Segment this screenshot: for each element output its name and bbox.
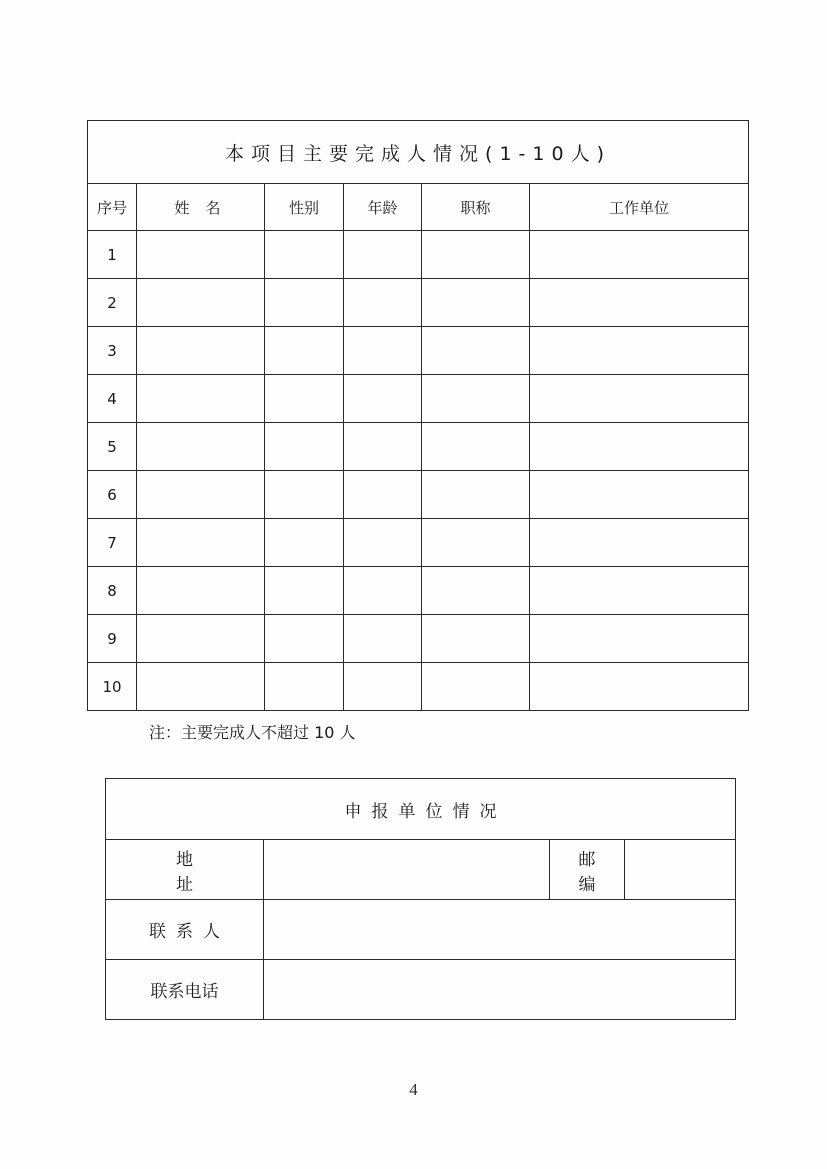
name-cell[interactable]	[137, 279, 265, 327]
work-unit-cell[interactable]	[530, 327, 749, 375]
table-row	[88, 423, 749, 471]
age-cell[interactable]	[344, 327, 422, 375]
age-cell[interactable]	[344, 423, 422, 471]
name-cell[interactable]	[137, 567, 265, 615]
header-age: 年龄	[344, 184, 422, 231]
age-cell[interactable]	[344, 615, 422, 663]
phone-field[interactable]	[264, 960, 736, 1020]
unit-table	[105, 778, 736, 1020]
job-title-cell[interactable]	[422, 615, 530, 663]
age-cell[interactable]	[344, 279, 422, 327]
name-cell[interactable]	[137, 423, 265, 471]
job-title-cell[interactable]	[422, 279, 530, 327]
members-table	[87, 120, 749, 711]
job-title-cell[interactable]	[422, 663, 530, 711]
page-number: 4	[409, 1080, 418, 1099]
job-title-cell[interactable]	[422, 519, 530, 567]
age-cell[interactable]	[344, 567, 422, 615]
work-unit-cell[interactable]	[530, 567, 749, 615]
table-row	[88, 231, 749, 279]
header-gender: 性别	[265, 184, 344, 231]
members-note: 注：主要完成人不超过 10 人	[149, 723, 356, 742]
phone-label: 联系电话	[106, 960, 264, 1020]
contact-field[interactable]	[264, 900, 736, 960]
table-row	[88, 615, 749, 663]
header-work-unit: 工作单位	[530, 184, 749, 231]
age-cell[interactable]	[344, 471, 422, 519]
work-unit-cell[interactable]	[530, 375, 749, 423]
header-name: 姓名	[137, 184, 265, 231]
name-cell[interactable]	[137, 519, 265, 567]
name-cell[interactable]	[137, 375, 265, 423]
gender-cell[interactable]	[265, 231, 344, 279]
address-label: 地址	[106, 840, 264, 900]
contact-label: 联系人	[106, 900, 264, 960]
job-title-cell[interactable]	[422, 471, 530, 519]
row-number: 2	[88, 279, 137, 327]
age-cell[interactable]	[344, 231, 422, 279]
job-title-cell[interactable]	[422, 567, 530, 615]
work-unit-cell[interactable]	[530, 423, 749, 471]
job-title-cell[interactable]	[422, 231, 530, 279]
row-number: 4	[88, 375, 137, 423]
table-row	[88, 567, 749, 615]
address-field[interactable]	[264, 840, 550, 900]
table-row	[88, 375, 749, 423]
table-row	[88, 279, 749, 327]
row-number: 6	[88, 471, 137, 519]
name-cell[interactable]	[137, 663, 265, 711]
gender-cell[interactable]	[265, 615, 344, 663]
work-unit-cell[interactable]	[530, 231, 749, 279]
unit-table-title: 申报单位情况	[106, 779, 736, 840]
age-cell[interactable]	[344, 663, 422, 711]
gender-cell[interactable]	[265, 375, 344, 423]
table-row	[88, 471, 749, 519]
name-cell[interactable]	[137, 471, 265, 519]
job-title-cell[interactable]	[422, 375, 530, 423]
work-unit-cell[interactable]	[530, 663, 749, 711]
table-row	[88, 663, 749, 711]
age-cell[interactable]	[344, 375, 422, 423]
table-row	[88, 327, 749, 375]
gender-cell[interactable]	[265, 567, 344, 615]
row-number: 1	[88, 231, 137, 279]
gender-cell[interactable]	[265, 471, 344, 519]
postcode-label: 邮编	[550, 840, 625, 900]
row-number: 7	[88, 519, 137, 567]
name-cell[interactable]	[137, 615, 265, 663]
gender-cell[interactable]	[265, 663, 344, 711]
row-number: 3	[88, 327, 137, 375]
work-unit-cell[interactable]	[530, 279, 749, 327]
row-number: 5	[88, 423, 137, 471]
table-row	[88, 519, 749, 567]
name-cell[interactable]	[137, 327, 265, 375]
work-unit-cell[interactable]	[530, 615, 749, 663]
row-number: 8	[88, 567, 137, 615]
job-title-cell[interactable]	[422, 327, 530, 375]
gender-cell[interactable]	[265, 519, 344, 567]
work-unit-cell[interactable]	[530, 519, 749, 567]
job-title-cell[interactable]	[422, 423, 530, 471]
postcode-field[interactable]	[625, 840, 736, 900]
name-cell[interactable]	[137, 231, 265, 279]
row-number: 9	[88, 615, 137, 663]
header-seq: 序号	[88, 184, 137, 231]
members-table-title: 本项目主要完成人情况(1-10人)	[88, 121, 749, 184]
gender-cell[interactable]	[265, 327, 344, 375]
work-unit-cell[interactable]	[530, 471, 749, 519]
row-number: 10	[88, 663, 137, 711]
age-cell[interactable]	[344, 519, 422, 567]
gender-cell[interactable]	[265, 423, 344, 471]
gender-cell[interactable]	[265, 279, 344, 327]
header-job-title: 职称	[422, 184, 530, 231]
